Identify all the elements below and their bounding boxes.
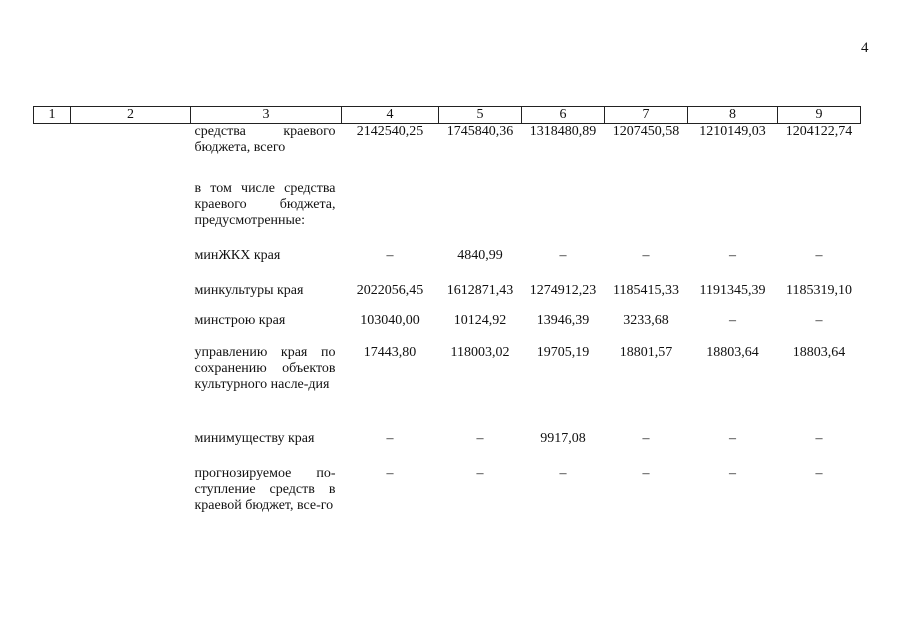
table-cell: 3233,68 — [623, 312, 669, 328]
table-cell: 2022056,45 — [356, 282, 424, 298]
table-cell — [71, 181, 191, 248]
table-cell: – — [559, 465, 567, 481]
table-cell: 10124,92 — [453, 312, 507, 328]
table-cell: 18801,57 — [619, 344, 673, 360]
header-cell: 7 — [605, 107, 688, 124]
table-cell — [605, 181, 688, 248]
table-cell — [34, 466, 71, 536]
table-cell: – — [642, 430, 650, 446]
table-cell: 1318480,89 — [529, 124, 597, 139]
table-cell — [34, 283, 71, 313]
table-cell: – — [386, 430, 394, 446]
budget-table — [33, 106, 861, 536]
table-cell: – — [476, 465, 484, 481]
row-label: управлению края по сохранению объектов культурного насле-дия — [194, 344, 336, 392]
table-row — [34, 124, 861, 181]
row-label: минимуществу края — [194, 430, 315, 446]
header-cell: 4 — [342, 107, 439, 124]
row-label: минкультуры края — [194, 282, 304, 298]
table-cell: 4840,99 — [457, 247, 503, 263]
table-cell: 1207450,58 — [612, 124, 680, 139]
table-cell — [71, 345, 191, 431]
table-row — [34, 283, 861, 313]
table-cell: 1204122,74 — [785, 124, 853, 139]
table-cell: 19705,19 — [536, 344, 590, 360]
header-cell: 6 — [522, 107, 605, 124]
table-row — [34, 431, 861, 466]
row-label: средства краевого бюджета, всего — [194, 124, 336, 155]
table-cell: – — [815, 430, 823, 446]
table-cell: 18803,64 — [706, 344, 759, 360]
table-cell: 1191345,39 — [699, 282, 766, 298]
table-cell — [778, 181, 861, 248]
table-cell — [34, 313, 71, 345]
header-cell: 1 — [34, 107, 71, 124]
table-cell: 103040,00 — [360, 312, 420, 328]
table-cell: 9917,08 — [540, 430, 586, 446]
table-row — [34, 466, 861, 536]
table-cell: 17443,80 — [363, 344, 417, 360]
table-cell — [71, 313, 191, 345]
table-cell — [688, 181, 778, 248]
table-cell: – — [815, 312, 823, 328]
row-label: в том числе средства краевого бюджета, предусмотренные: — [194, 180, 336, 228]
table-cell: 1612871,43 — [446, 282, 514, 298]
table-cell: – — [729, 312, 736, 328]
table-cell — [522, 181, 605, 248]
table-cell: – — [815, 465, 823, 481]
table-cell — [34, 248, 71, 283]
table-cell: – — [559, 247, 567, 263]
table-cell: 18803,64 — [792, 344, 846, 360]
table-cell — [34, 124, 71, 181]
header-cell: 2 — [71, 107, 191, 124]
table-cell: – — [729, 430, 736, 446]
table-cell: 1274912,23 — [529, 282, 597, 298]
table-row — [34, 248, 861, 283]
table-cell — [71, 248, 191, 283]
table-cell: – — [642, 465, 650, 481]
table-row — [34, 313, 861, 345]
table-cell — [71, 124, 191, 181]
table-cell: – — [729, 465, 736, 481]
table-row — [34, 181, 861, 248]
table-cell — [71, 283, 191, 313]
page-number: 4 — [861, 40, 869, 56]
header-cell: 9 — [778, 107, 861, 124]
table-row — [34, 345, 861, 431]
table-cell: 13946,39 — [536, 312, 590, 328]
table-cell: – — [642, 247, 650, 263]
table-cell: – — [386, 465, 394, 481]
header-row — [34, 107, 861, 124]
table-cell — [71, 431, 191, 466]
row-label: минЖКХ края — [194, 247, 281, 263]
table-cell — [34, 345, 71, 431]
header-cell: 8 — [688, 107, 778, 124]
table-cell: 118003,02 — [450, 344, 510, 360]
table-cell: 2142540,25 — [356, 124, 424, 139]
table-cell: 1745840,36 — [446, 124, 514, 139]
table-cell — [342, 181, 439, 248]
table-cell: – — [815, 247, 823, 263]
table-cell — [34, 181, 71, 248]
table-cell: – — [386, 247, 394, 263]
table-cell: 1210149,03 — [699, 124, 766, 139]
header-cell: 3 — [191, 107, 342, 124]
table-cell: – — [476, 430, 484, 446]
row-label: прогнозируемое по-ступление средств в краевой бюджет, все-го — [194, 465, 336, 513]
table-cell — [71, 466, 191, 536]
table-cell: 1185319,10 — [786, 282, 852, 298]
header-cell: 5 — [439, 107, 522, 124]
table-cell: 1185415,33 — [613, 282, 679, 298]
table-cell — [439, 181, 522, 248]
row-label: минстрою края — [194, 312, 286, 328]
table-cell: – — [729, 247, 736, 263]
table-cell — [34, 431, 71, 466]
